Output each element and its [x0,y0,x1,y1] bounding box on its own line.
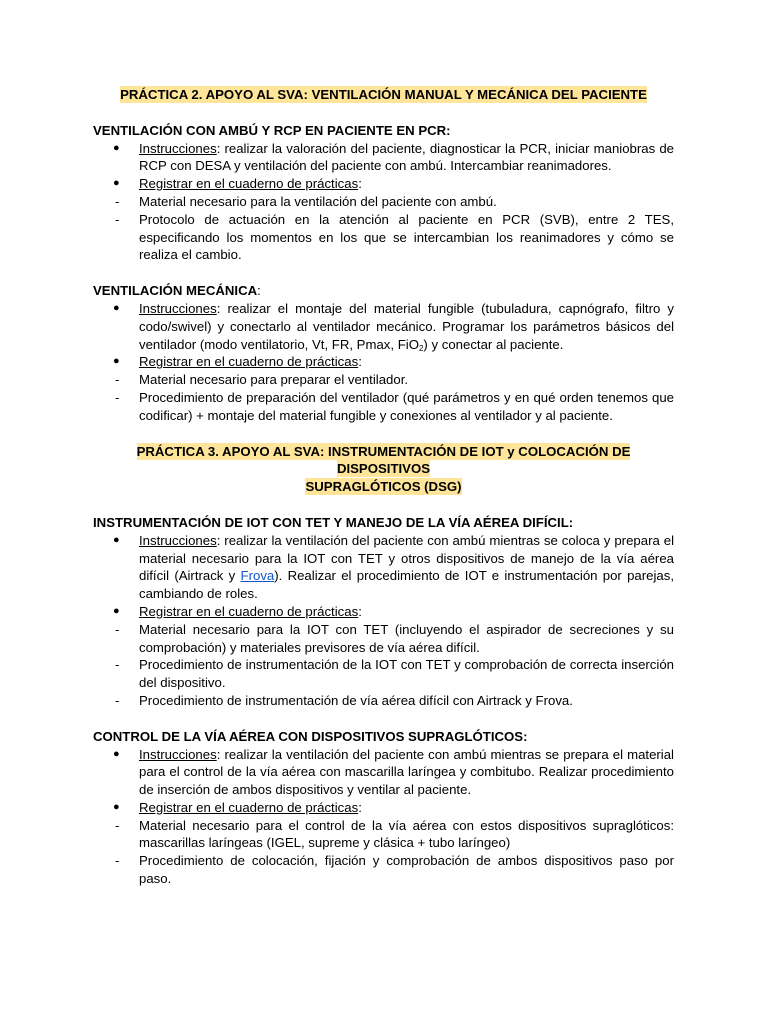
dash-icon: - [115,657,120,673]
registrar-colon: : [358,799,362,815]
bullet-icon: ● [113,800,120,813]
section-heading: CONTROL DE LA VÍA AÉREA CON DISPOSITIVOS SUPRAGLÓTICOS: [93,728,528,744]
registrar-label: Registrar en el cuaderno de prácticas [139,354,359,370]
spacer [93,264,674,282]
instrucciones-label: Instrucciones [139,746,217,762]
instrucciones-text-b: ) y conectar al paciente. [423,336,564,352]
list-item-text: Material necesario para el control de la vía aérea con estos dispositivos supraglóticos: mascarillas laríngeas (IGEL, supreme y clásica + tubo laríngeo) [139,817,674,851]
practica-2-title: PRÁCTICA 2. APOYO AL SVA: VENTILACIÓN MANUAL Y MECÁNICA DEL PACIENTE [120,87,647,102]
instrucciones-label: Instrucciones [139,300,217,316]
section-supragloticos [93,728,674,888]
list-item-text: Material necesario para la IOT con TET (incluyendo el aspirador de secreciones y su comprobación) y materiales previsores de vía aérea difícil. [139,621,674,655]
bullet-icon: ● [113,301,120,314]
list-item [93,692,674,710]
instrucciones-text-b: ). Realizar el procedimiento de IOT e instrumentación por parejas, cambiando de roles. [139,568,674,602]
instrucciones-text: : realizar la ventilación del paciente con ambú mientras se prepara el material para el control de la vía aérea con mascarilla laríngea y combitubo. Realizar procedimiento de inserción de ambos dispositivos y ventilar al paciente. [139,746,674,798]
practica-2-title-block [93,86,674,104]
dash-icon: - [115,193,120,209]
practica-3-title-block [93,443,674,496]
dash-list [93,193,674,264]
spacer [93,710,674,728]
dash-list [93,621,674,710]
section-ventilacion-ambu [93,122,674,264]
section-heading-colon: : [257,283,261,299]
bullet-registrar [93,175,674,193]
bullet-registrar [93,603,674,621]
dash-icon: - [115,372,120,388]
registrar-label: Registrar en el cuaderno de prácticas [139,176,359,192]
section-heading: INSTRUMENTACIÓN DE IOT CON TET Y MANEJO DE LA VÍA AÉREA DIFÍCIL: [93,514,574,530]
section-iot-tet [93,514,674,710]
subscript: 2 [418,343,424,353]
list-item [93,621,674,657]
dash-icon: - [115,853,120,869]
section-heading [93,282,674,300]
bullet-icon: ● [113,141,120,154]
spacer [93,425,674,443]
list-item [93,371,674,389]
bullet-registrar [93,799,674,817]
practica-3-title-line1: PRÁCTICA 3. APOYO AL SVA: INSTRUMENTACIÓN DE IOT y COLOCACIÓN DE DISPOSITIVOS [136,443,631,477]
registrar-label: Registrar en el cuaderno de prácticas [139,799,359,815]
instrucciones-text: : realizar la valoración del paciente, diagnosticar la PCR, iniciar maniobras de RCP con DESA y ventilación del paciente con ambú. Intercambiar reanimadores. [139,140,674,174]
dash-icon: - [115,817,120,833]
list-item-text: Procedimiento de instrumentación de vía aérea difícil con Airtrack y Frova. [139,692,573,708]
bullet-instrucciones [93,140,674,176]
registrar-colon: : [358,354,362,370]
list-item-text: Procedimiento de preparación del ventilador (qué parámetros y en qué orden tenemos que codificar) + montaje del material fungible y conexiones al ventilador y al paciente. [139,389,674,423]
bullet-icon: ● [113,177,120,190]
list-item-text: Material necesario para preparar el ventilador. [139,372,409,388]
instrucciones-text-a: : realizar la ventilación del paciente con ambú mientras se coloca y prepara el material necesario para la IOT con TET y otros dispositivos de manejo de la vía aérea difícil (Airtrack y [139,532,674,584]
list-item-text: Material necesario para la ventilación del paciente con ambú. [139,193,497,209]
bullet-registrar [93,353,674,371]
bullet-icon: ● [113,747,120,760]
list-item [93,817,674,853]
bullet-instrucciones [93,746,674,799]
bullet-icon: ● [113,355,120,368]
instrucciones-label: Instrucciones [139,140,217,156]
registrar-colon: : [358,603,362,619]
dash-icon: - [115,389,120,405]
registrar-label: Registrar en el cuaderno de prácticas [139,603,359,619]
bullet-list [93,532,674,621]
list-item [93,656,674,692]
instrucciones-label: Instrucciones [139,532,217,548]
registrar-colon: : [358,176,362,192]
frova-link[interactable]: Frova [240,568,275,584]
bullet-list [93,140,674,193]
list-item-text: Procedimiento de colocación, fijación y comprobación de ambos dispositivos paso por paso. [139,853,674,887]
list-item [93,193,674,211]
bullet-list [93,746,674,817]
bullet-instrucciones [93,532,674,603]
instrucciones-text-a: : realizar el montaje del material fungible (tubuladura, capnógrafo, filtro y codo/swivel) y conectarlo al ventilador mecánico. Programar los parámetros básicos del ventilador (modo ventilatorio, Vt, FR, Pmax, FiO [139,300,674,352]
section-ventilacion-mecanica [93,282,674,424]
section-heading-text: VENTILACIÓN MECÁNICA [93,283,258,299]
bullet-list [93,300,674,371]
dash-icon: - [115,692,120,708]
practica-3-title-line2: SUPRAGLÓTICOS (DSG) [305,479,462,495]
bullet-icon: ● [113,604,120,617]
dash-list [93,371,674,424]
list-item [93,852,674,888]
list-item-text: Protocolo de actuación en la atención al paciente en PCR (SVB), entre 2 TES, especificando los momentos en los que se intercambian los reanimadores y cómo se realiza el cambio. [139,211,674,263]
bullet-instrucciones [93,300,674,353]
list-item [93,389,674,425]
dash-list [93,817,674,888]
section-heading: VENTILACIÓN CON AMBÚ Y RCP EN PACIENTE EN PCR: [93,122,451,138]
list-item-text: Procedimiento de instrumentación de la IOT con TET y comprobación de correcta inserción del dispositivo. [139,657,674,691]
dash-icon: - [115,211,120,227]
bullet-icon: ● [113,533,120,546]
dash-icon: - [115,621,120,637]
list-item [93,211,674,264]
